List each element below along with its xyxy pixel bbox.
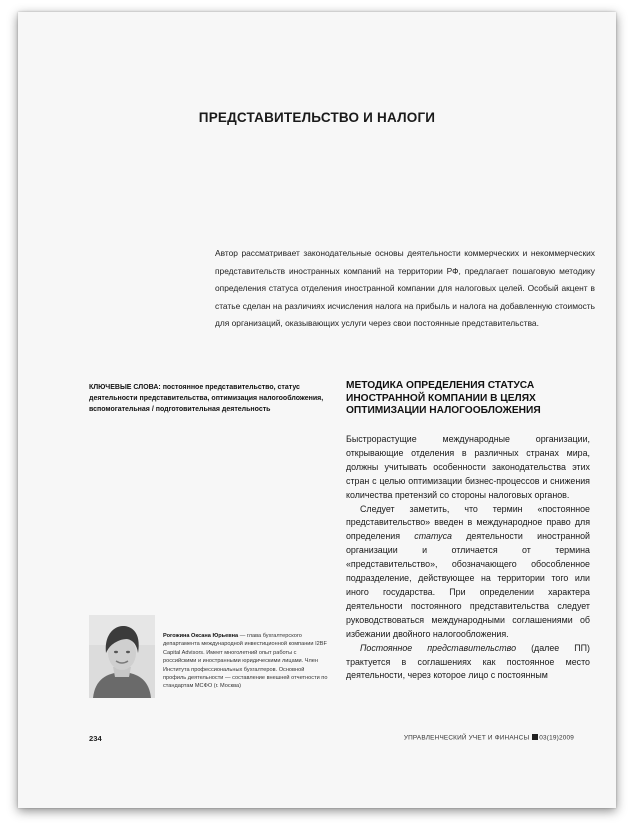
body-paragraph-2-emphasis: статуса <box>414 531 452 542</box>
body-paragraph-3-emphasis: Постоянное представительство <box>360 642 517 653</box>
article-body <box>346 433 590 683</box>
section-heading: МЕТОДИКА ОПРЕДЕЛЕНИЯ СТАТУСА ИНОСТРАННОЙ КОМПАНИИ В ЦЕЛЯХ ОПТИМИЗАЦИИ НАЛОГООБЛОЖЕНИЯ <box>346 380 541 417</box>
magazine-page <box>18 12 616 808</box>
body-paragraph-2-text-a: Следует заметить, что термин «постоянное представительство» введен в международное право для определения <box>346 503 590 542</box>
article-title: ПРЕДСТАВИТЕЛЬСТВО И НАЛОГИ <box>198 110 436 125</box>
journal-name: УПРАВЛЕНЧЕСКИЙ УЧЕТ И ФИНАНСЫ <box>403 734 530 742</box>
body-paragraph-1: Быстрорастущие международные организации, открывающие отделения в различных странах мира, должны учитывать особенности законодательства этих стран с целью оптимизации бизнес-процессов и снижения количества претензий со стороны налоговых органов. <box>346 434 590 500</box>
author-photo <box>89 615 155 698</box>
page-number: 234 <box>89 734 102 743</box>
body-paragraph-2 <box>346 503 590 642</box>
author-bio <box>163 632 328 691</box>
author-name: Рогожина Оксана Юрьевна <box>163 633 239 639</box>
black-square-icon <box>532 734 538 740</box>
body-paragraph-2-text-b: деятельности иностранной организации и отличается от термина «представительство», обозначающего обособленное подразделение, действующее на территории того или иного государства. При определении характера деятельности постоянного представительства следует руководствоваться международными соглашениями об избежании двойного налогообложения. <box>346 531 591 639</box>
body-paragraph-3 <box>346 642 590 684</box>
article-abstract: Автор рассматривает законодательные основы деятельности коммерческих и некоммерческих представительств иностранных компаний на территории РФ, предлагает пошаговую методику определения статуса отделения иностранной компании для налоговых целей. Особый акцент в статье сделан на различиях исчисления налога на прибыль и налога на добавленную стоимость для организаций, оказывающих услуги через свои постоянные представительства. <box>215 248 595 329</box>
journal-footer <box>404 734 574 742</box>
keywords: КЛЮЧЕВЫЕ СЛОВА: постоянное представительство, статус деятельности представительства, оптимизация налогообложения, вспомогательная / подготовительная деятельность <box>89 384 324 414</box>
journal-issue: 03(19)2009 <box>539 734 574 742</box>
body-paragraph-3-text: (далее ПП) трактуется в соглашениях как постоянное место деятельности, через которое лицо с постоянным <box>346 642 591 681</box>
author-portrait-icon <box>89 615 155 698</box>
author-description: — глава бухгалтерского департамента международной инвестиционной компании I2BF Capital Advisors. Имеет многолетний опыт работы с российскими и иностранными юридическими лицами. Член Института профессиональных бухгалтеров. Основной профиль деятельности — составление внешней отчетности по стандартам МСФО (г. Москва) <box>163 633 328 690</box>
